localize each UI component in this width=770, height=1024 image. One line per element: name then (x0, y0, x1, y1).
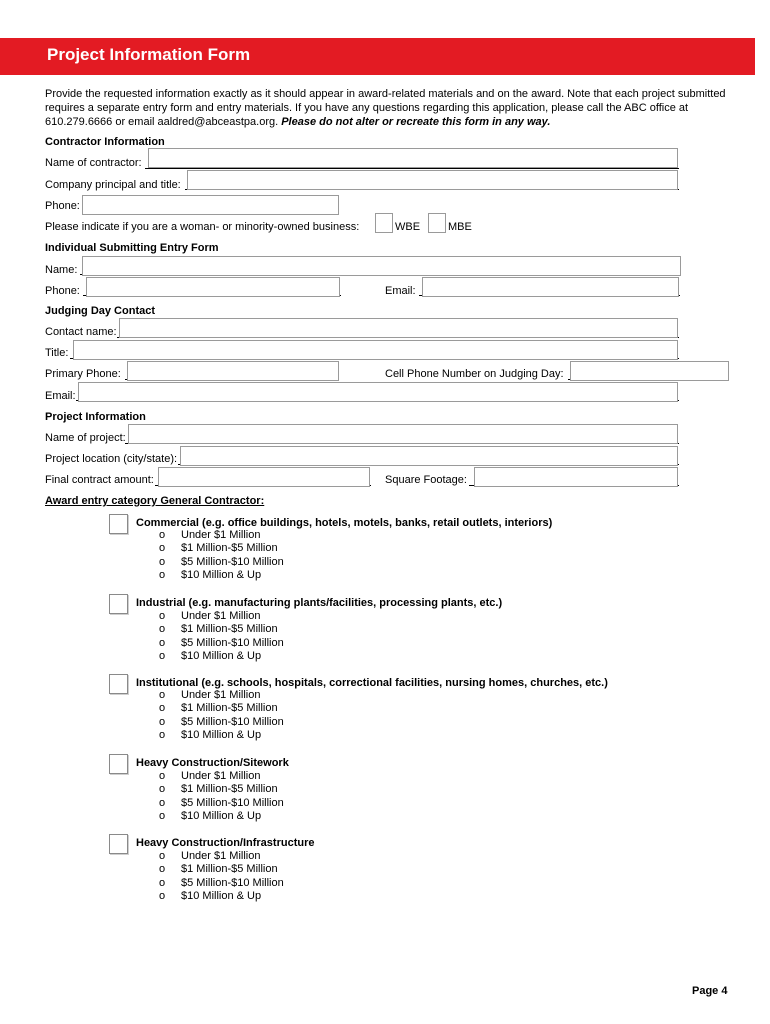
list-item[interactable]: o Under $1 Million (159, 770, 261, 782)
category-sitework-checkbox[interactable] (109, 754, 128, 774)
category-sitework-options (159, 770, 284, 824)
header-bar (0, 38, 755, 75)
intro-warning: Please do not alter or recreate this form in any way. (281, 116, 551, 128)
submitter-phone-input[interactable] (86, 277, 340, 297)
contract-amount-label: Final contract amount: (45, 474, 154, 486)
category-infrastructure-checkbox[interactable] (109, 834, 128, 854)
list-item[interactable]: o $5 Million-$10 Million (159, 636, 284, 649)
list-item[interactable]: o $1 Million-$5 Million (159, 863, 278, 876)
list-item[interactable]: o $10 Million & Up (159, 810, 262, 823)
principal-input[interactable] (187, 170, 678, 190)
submitter-heading: Individual Submitting Entry Form (45, 242, 219, 254)
list-item[interactable]: o $5 Million-$10 Million (159, 796, 284, 809)
contractor-phone-label: Phone: (45, 200, 80, 212)
category-infrastructure-options (159, 850, 284, 904)
contractor-name-underline (145, 168, 679, 169)
award-heading: Award entry category General Contractor: (45, 495, 265, 507)
category-institutional-options (159, 689, 284, 743)
list-item[interactable]: o $5 Million-$10 Million (159, 715, 284, 728)
category-industrial-checkbox[interactable] (109, 594, 128, 614)
page-title: Project Information Form (47, 45, 251, 64)
judging-heading: Judging Day Contact (45, 305, 156, 317)
list-item[interactable]: o $1 Million-$5 Million (159, 783, 278, 796)
category-infrastructure-title: Heavy Construction/Infrastructure (136, 837, 315, 849)
project-name-label: Name of project: (45, 432, 126, 444)
project-heading: Project Information (45, 411, 146, 423)
contact-name-input[interactable] (119, 318, 678, 338)
category-commercial-title: Commercial (e.g. office buildings, hotels, motels, banks, retail outlets, interiors) (136, 517, 553, 529)
project-location-label: Project location (city/state): (45, 453, 178, 465)
mbe-label: MBE (448, 221, 472, 233)
list-item[interactable]: o $10 Million & Up (159, 890, 262, 903)
contact-email-input[interactable] (78, 382, 678, 402)
intro-paragraph (45, 87, 735, 129)
primary-phone-input[interactable] (127, 361, 339, 381)
list-item[interactable]: o $10 Million & Up (159, 729, 262, 742)
submitter-email-input[interactable] (422, 277, 679, 297)
square-footage-label: Square Footage: (385, 474, 467, 486)
list-item[interactable]: o $1 Million-$5 Million (159, 702, 278, 715)
list-item[interactable]: o $1 Million-$5 Million (159, 542, 278, 555)
principal-label: Company principal and title: (45, 179, 181, 191)
category-institutional-title: Institutional (e.g. schools, hospitals, correctional facilities, nursing homes, churches, etc.) (136, 677, 608, 689)
list-item[interactable]: o Under $1 Million (159, 689, 261, 701)
category-institutional-checkbox[interactable] (109, 674, 128, 694)
contract-amount-input[interactable] (158, 467, 370, 487)
wbe-checkbox[interactable] (375, 213, 393, 233)
submitter-phone-label: Phone: (45, 285, 80, 297)
list-item[interactable]: o $10 Million & Up (159, 650, 262, 663)
list-item[interactable]: o $5 Million-$10 Million (159, 555, 284, 568)
contractor-name-label: Name of contractor: (45, 157, 142, 169)
list-item[interactable]: o Under $1 Million (159, 610, 261, 622)
wbe-label: WBE (395, 221, 421, 233)
contact-name-label: Contact name: (45, 326, 117, 338)
page-number: Page 4 (692, 985, 728, 997)
mbe-checkbox[interactable] (428, 213, 446, 233)
category-industrial-title: Industrial (e.g. manufacturing plants/facilities, processing plants, etc.) (136, 597, 503, 609)
category-industrial-options (159, 610, 284, 664)
square-footage-input[interactable] (474, 467, 678, 487)
minority-label: Please indicate if you are a woman- or minority-owned business: (45, 221, 360, 233)
contact-title-label: Title: (45, 347, 69, 359)
category-commercial-options (159, 529, 284, 583)
list-item[interactable]: o $1 Million-$5 Million (159, 623, 278, 636)
category-commercial-checkbox[interactable] (109, 514, 128, 534)
submitter-email-label: Email: (385, 285, 416, 297)
cell-phone-label: Cell Phone Number on Judging Day: (385, 368, 564, 380)
submitter-name-input[interactable] (82, 256, 681, 276)
contractor-phone-input[interactable] (82, 195, 339, 215)
category-sitework-title: Heavy Construction/Sitework (136, 757, 289, 769)
submitter-name-label: Name: (45, 264, 78, 276)
list-item[interactable]: o Under $1 Million (159, 850, 261, 862)
list-item[interactable]: o Under $1 Million (159, 529, 261, 541)
list-item[interactable]: o $10 Million & Up (159, 569, 262, 582)
cell-phone-input[interactable] (570, 361, 729, 381)
contractor-heading: Contractor Information (45, 136, 165, 148)
contact-email-label: Email: (45, 390, 76, 402)
project-name-input[interactable] (128, 424, 678, 444)
contact-title-input[interactable] (73, 340, 678, 360)
intro-text: Provide the requested information exactly as it should appear in award-related materials and on the award. Note that each project submitted requires a separate entry form and entry materials. If you have any questions regarding this application, please call the ABC office at 610.279.6666 or email aaldred@abceastpa.org. (45, 88, 726, 128)
primary-phone-label: Primary Phone: (45, 368, 121, 380)
project-location-input[interactable] (180, 446, 678, 466)
contractor-name-input[interactable] (148, 148, 678, 168)
list-item[interactable]: o $5 Million-$10 Million (159, 876, 284, 889)
